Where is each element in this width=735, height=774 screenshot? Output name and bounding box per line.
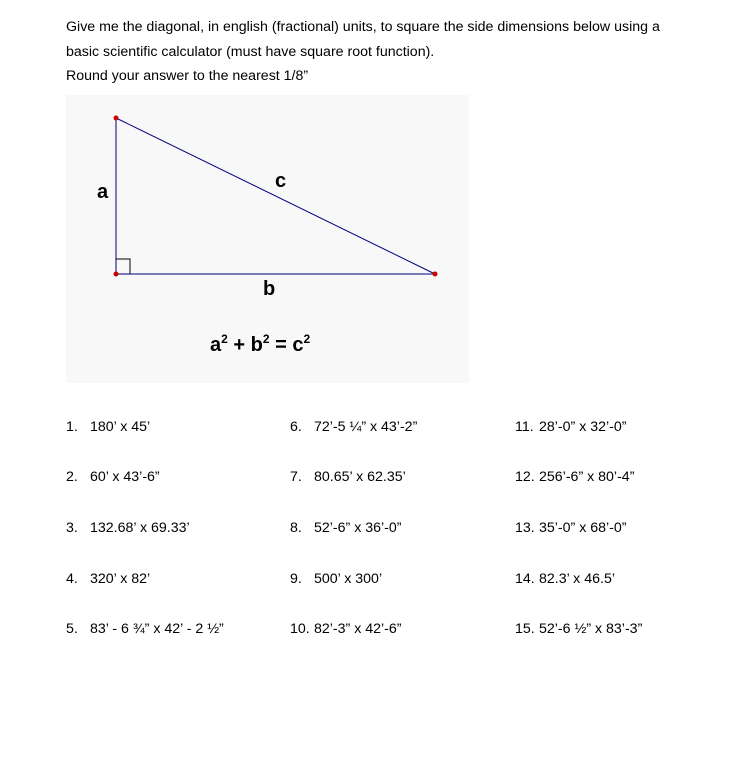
- problem-text: 320’ x 82’: [90, 571, 151, 587]
- problem-number: 5.: [66, 621, 78, 637]
- instruction-line-2: basic scientific calculator (must have square root function).: [66, 43, 435, 60]
- label-b: b: [263, 278, 276, 300]
- problem-text: 35’-0” x 68’-0”: [539, 520, 627, 536]
- problem-number: 7.: [290, 469, 302, 485]
- problem-item: [290, 620, 402, 638]
- problem-number: 15.: [515, 621, 535, 637]
- problem-number: 6.: [290, 419, 302, 435]
- problem-item: [290, 418, 417, 436]
- formula-equals: =: [275, 334, 287, 356]
- problem-number: 8.: [290, 520, 302, 536]
- problem-number: 3.: [66, 520, 78, 536]
- problem-item: [290, 468, 406, 486]
- problem-item: [290, 570, 382, 588]
- problem-item: [66, 418, 150, 436]
- problem-text: 82’-3” x 42’-6”: [314, 621, 402, 637]
- pythagorean-formula: [210, 332, 310, 357]
- problem-number: 12.: [515, 469, 535, 485]
- formula-b: b: [250, 334, 263, 356]
- problem-number: 10.: [290, 621, 310, 637]
- problem-item: [515, 519, 627, 537]
- problem-item: [66, 519, 190, 537]
- formula-plus: +: [233, 334, 246, 356]
- formula-exp-c: 2: [303, 332, 311, 346]
- side-c-hypotenuse: [116, 118, 435, 274]
- problem-text: 80.65’ x 62.35’: [314, 469, 406, 485]
- problem-number: 13.: [515, 520, 535, 536]
- instruction-line-3: Round your answer to the nearest 1/8”: [66, 68, 309, 84]
- vertex-bottom-left: [114, 272, 119, 277]
- problem-text: 52’-6 ½” x 83’-3”: [539, 621, 643, 637]
- problem-text: 60’ x 43’-6”: [90, 469, 160, 485]
- problem-item: [515, 468, 634, 486]
- problem-text: 82.3’ x 46.5’: [539, 571, 615, 587]
- problem-text: 180’ x 45’: [90, 419, 151, 435]
- problem-text: 52’-6” x 36’-0”: [314, 520, 402, 536]
- label-a: a: [97, 181, 109, 203]
- problem-item: [66, 620, 224, 638]
- formula-exp-b: 2: [262, 332, 270, 346]
- problem-number: 11.: [515, 419, 534, 435]
- problem-item: [515, 570, 615, 588]
- problem-item: [515, 418, 627, 436]
- problem-text: 132.68’ x 69.33’: [90, 520, 190, 536]
- instructions: [66, 15, 716, 89]
- problem-number: 2.: [66, 469, 78, 485]
- problem-text: 83’ - 6 ¾” x 42’ - 2 ½”: [90, 621, 224, 637]
- formula-c: c: [292, 334, 304, 356]
- problem-item: [290, 519, 402, 537]
- problem-item: [66, 468, 160, 486]
- formula-a: a: [210, 334, 222, 356]
- problem-text: 500’ x 300’: [314, 571, 383, 587]
- label-c: c: [275, 170, 287, 192]
- problem-item: [515, 620, 642, 638]
- problem-number: 9.: [290, 571, 302, 587]
- problem-number: 4.: [66, 571, 78, 587]
- problem-item: [66, 570, 150, 588]
- problem-number: 14.: [515, 571, 535, 587]
- problem-text: 28’-0” x 32’-0”: [539, 419, 627, 435]
- instruction-line-1: Give me the diagonal, in english (fractional) units, to square the side dimensions below using a: [66, 19, 660, 35]
- vertex-top: [114, 116, 119, 121]
- problem-number: 1.: [66, 419, 78, 435]
- problem-text: 72’-5 ¼” x 43’-2”: [314, 419, 418, 435]
- right-angle-marker: [116, 259, 130, 274]
- vertex-bottom-right: [433, 272, 438, 277]
- problem-text: 256’-6” x 80’-4”: [539, 469, 635, 485]
- triangle-diagram: [66, 95, 469, 383]
- formula-exp-a: 2: [221, 332, 228, 346]
